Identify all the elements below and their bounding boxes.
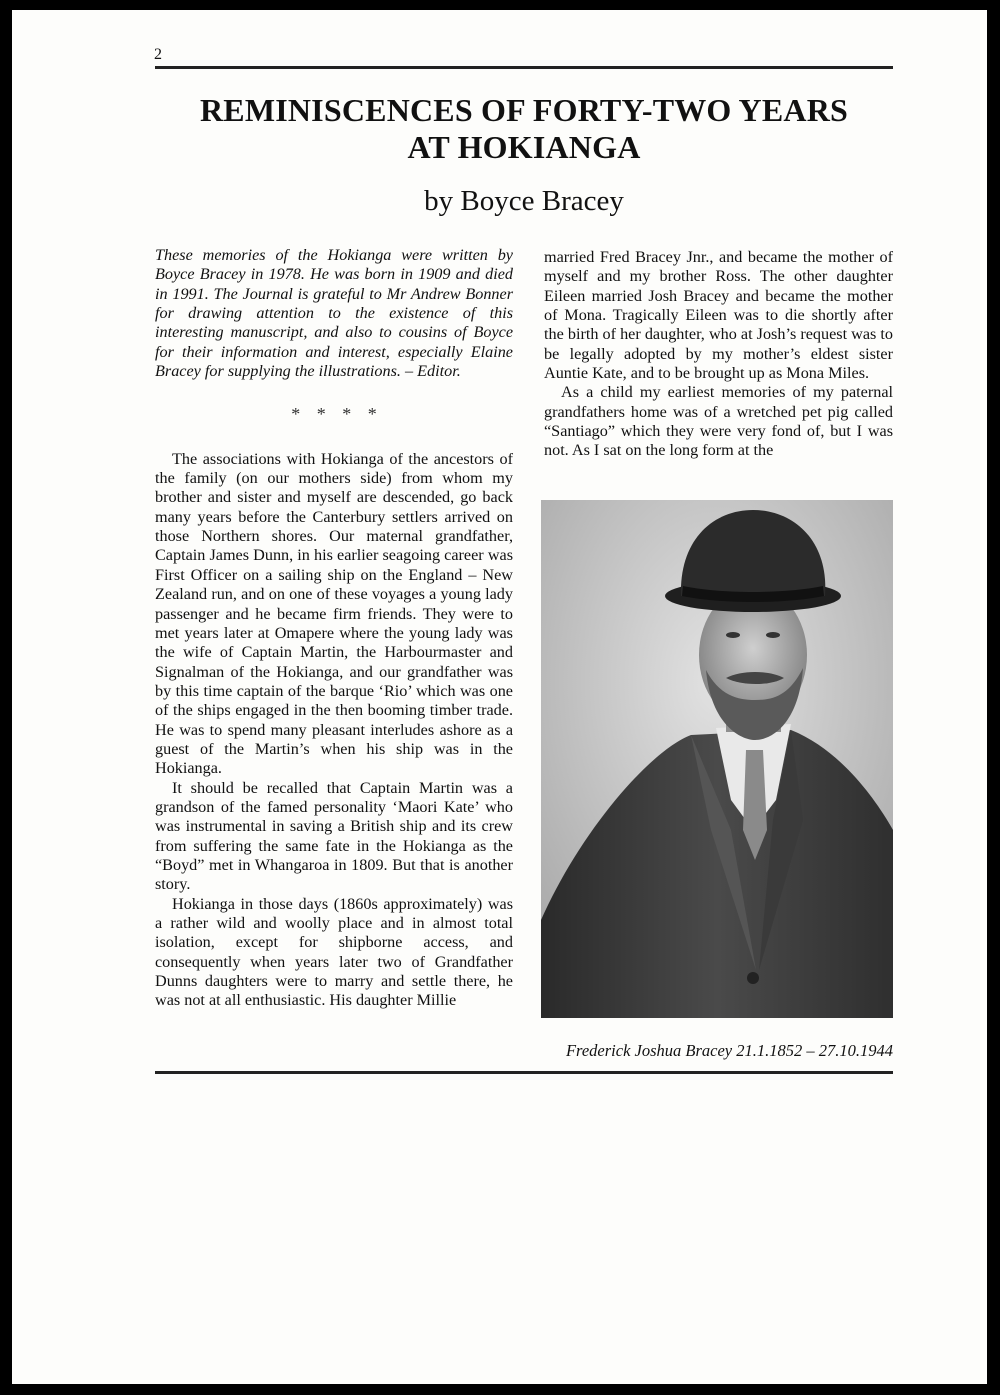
right-column bbox=[544, 248, 893, 461]
top-rule bbox=[155, 66, 893, 69]
title-line-1: REMINISCENCES OF FORTY-TWO YEARS bbox=[199, 92, 849, 128]
portrait-illustration bbox=[541, 500, 893, 1018]
editor-intro: These memories of the Hokianga were written by Boyce Bracey in 1978. He was born in 1909 and died in 1991. The Journal is grateful to Mr Andrew Bonner for drawing attention to the existence of this interesting manuscript, and also to cousins of Boyce for their information and interest, especially Elaine Bracey for supplying the illustrations. – Editor. bbox=[155, 246, 513, 381]
bottom-rule bbox=[155, 1071, 893, 1074]
byline: by Boyce Bracey bbox=[424, 185, 624, 217]
title-line-2: AT HOKIANGA bbox=[407, 129, 641, 165]
left-column bbox=[155, 246, 513, 1011]
body-paragraph-1: The associations with Hokianga of the ancestors of the family (on our mothers side) from whom my brother and sister and myself are descended, go back many years before the Canterbury settlers arrived on those Northern shores. Our maternal grandfather, Captain James Dunn, in his earlier seagoing career was First Officer on a sailing ship on the England – New Zealand run, and on one of these voyages a young lady passenger and he became firm friends. They were to met years later at Omapere where the young lady was the wife of Captain Martin, the Harbourmaster and Signalman of the Hokianga, and our grandfather was by this time captain of the barque ‘Rio’ which was one of the ships engaged in the then booming timber trade. He was to spend many pleasant interludes ashore as a guest of the Martin’s when his ship was in the Hokianga. bbox=[155, 449, 513, 778]
section-separator: * * * * bbox=[291, 404, 377, 425]
document-page bbox=[12, 10, 987, 1384]
photo-caption: Frederick Joshua Bracey 21.1.1852 – 27.10.1944 bbox=[565, 1041, 893, 1060]
portrait-photo bbox=[541, 500, 893, 1018]
article-title bbox=[155, 92, 893, 166]
body-paragraph-2: It should be recalled that Captain Martin was a grandson of the famed personality ‘Maori Kate’ who was instrumental in saving a British ship and its crew from suffering the same fate in the Hokianga as the “Boyd” met in Whangaroa in 1809. But that is another story. bbox=[155, 778, 513, 894]
body-paragraph-3: Hokianga in those days (1860s approximately) was a rather wild and woolly place and in almost total isolation, except for shipborne access, and consequently when years later two of Grandfather Dunns daughters were to marry and settle there, he was not at all enthusiastic. His daughter Millie bbox=[155, 894, 513, 1010]
body-paragraph-4: married Fred Bracey Jnr., and became the mother of myself and my brother Ross. The other daughter Eileen married Josh Bracey and became the mother of Mona. Tragically Eileen was to die shortly after the birth of her daughter, who at Josh’s request was to be legally adopted by my mother’s eldest sister Auntie Kate, and to be brought up as Mona Miles. bbox=[544, 248, 893, 383]
body-paragraph-5: As a child my earliest memories of my paternal grandfathers home was of a wretched pet pig called “Santiago” which they were very fond of, but I was not. As I sat on the long form at the bbox=[544, 383, 893, 460]
page-number: 2 bbox=[154, 46, 162, 63]
